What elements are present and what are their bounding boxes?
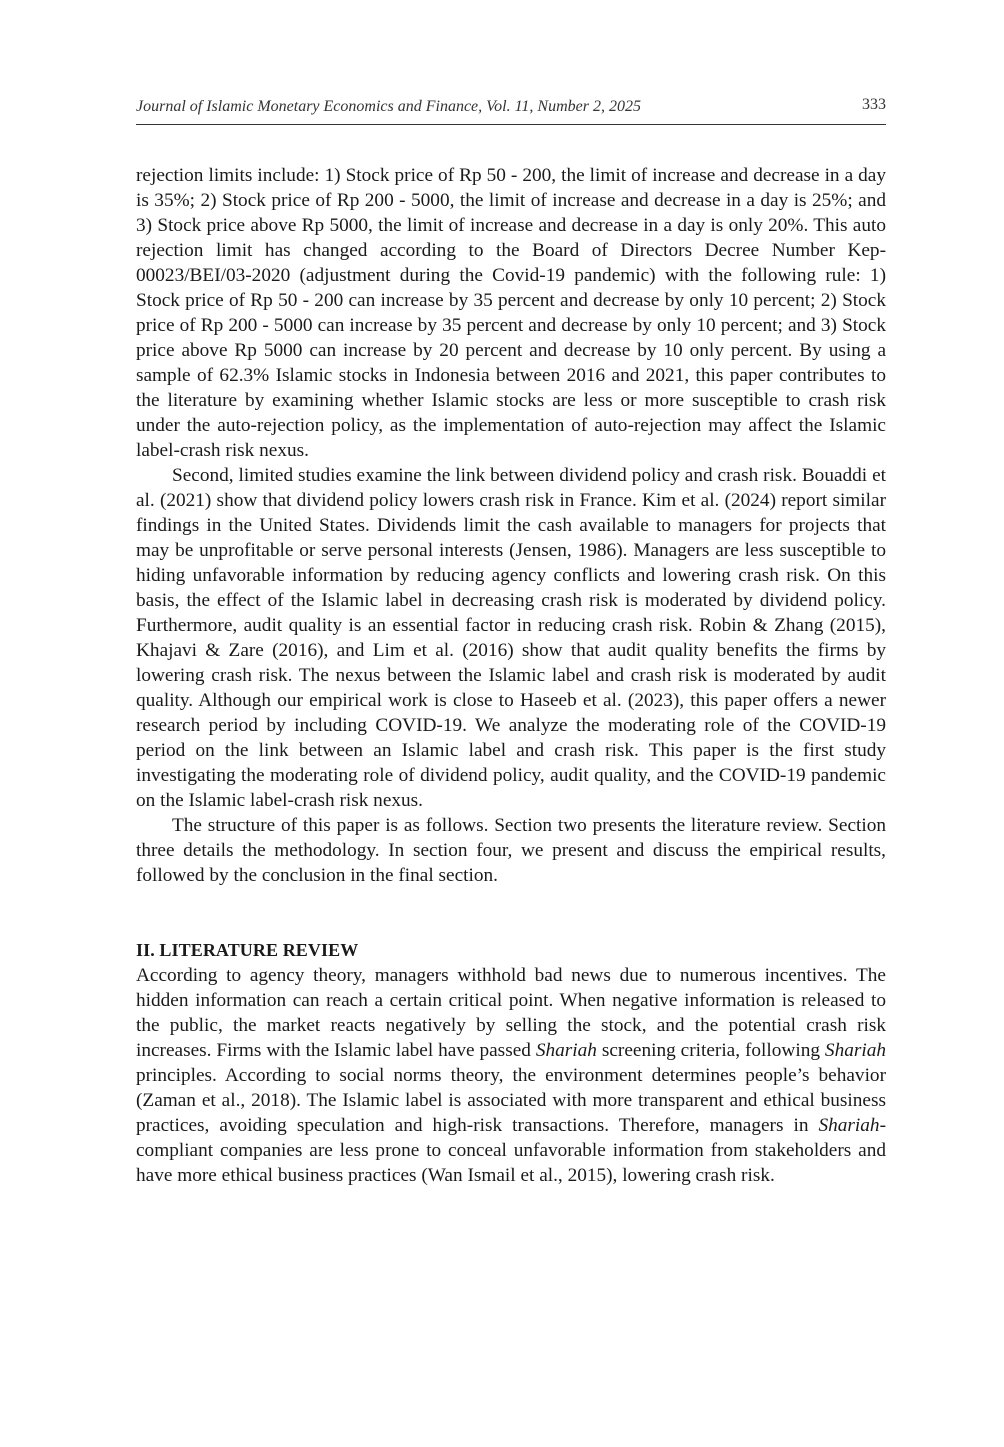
page-number: 333	[862, 96, 886, 113]
text-run: According to agency theory, managers withhold bad news due to numerous incentives. The hidden information can reach a certain critical point. When negative information is released to the public, the market reacts negatively by selling the stock, and the potential crash risk increases. Firms with the Islamic label have passed	[136, 965, 886, 1061]
running-header	[136, 98, 886, 125]
italic-term: Shariah	[535, 1040, 597, 1061]
journal-title: Journal of Islamic Monetary Economics and Finance, Vol. 11, Number 2, 2025	[136, 98, 641, 115]
text-run: -compliant companies are less prone to conceal unfavorable information from stakeholders and have more ethical business practices (Wan Ismail et al., 2015), lowering crash risk.	[136, 1115, 886, 1186]
paragraph-structure: The structure of this paper is as follows. Section two presents the literature review. Section three details the methodology. In section four, we present and discuss the empirical results, followed by the conclusion in the final section.	[136, 815, 886, 886]
text-run: principles. According to social norms theory, the environment determines people’s behavior (Zaman et al., 2018). The Islamic label is associated with more transparent and ethical business practices, avoiding speculation and high-risk transactions. Therefore, managers in	[136, 1065, 886, 1136]
italic-term: Shariah	[818, 1115, 880, 1136]
italic-term: Shariah	[824, 1040, 886, 1061]
section-heading-literature-review: II. LITERATURE REVIEW	[136, 940, 359, 960]
article-body	[136, 163, 886, 1188]
text-run: screening criteria, following	[596, 1040, 825, 1061]
paragraph-dividend-audit: Second, limited studies examine the link between dividend policy and crash risk. Bouaddi et al. (2021) show that dividend policy lowers crash risk in France. Kim et al. (2024) report similar findings in the United States. Dividends limit the cash available to managers for projects that may be unprofitable or serve personal interests (Jensen, 1986). Managers are less susceptible to hiding unfavorable information by reducing agency conflicts and lowering crash risk. On this basis, the effect of the Islamic label in decreasing crash risk is moderated by dividend policy. Furthermore, audit quality is an essential factor in reducing crash risk. Robin & Zhang (2015), Khajavi & Zare (2016), and Lim et al. (2016) show that audit quality benefits the firms by lowering crash risk. The nexus between the Islamic label and crash risk is moderated by audit quality. Although our empirical work is close to Haseeb et al. (2023), this paper offers a newer research period by including COVID-19. We analyze the moderating role of the COVID-19 period on the link between an Islamic label and crash risk. This paper is the first study investigating the moderating role of dividend policy, audit quality, and the COVID-19 pandemic on the Islamic label-crash risk nexus.	[136, 465, 886, 811]
paragraph-auto-rejection: rejection limits include: 1) Stock price of Rp 50 - 200, the limit of increase and decrease in a day is 35%; 2) Stock price of Rp 200 - 5000, the limit of increase and decrease in a day is 25%; and 3) Stock price above Rp 5000, the limit of increase and decrease in a day is only 20%. This auto rejection limit has changed according to the Board of Directors Decree Number Kep-00023/BEI/03-2020 (adjustment during the Covid-19 pandemic) with the following rule: 1) Stock price of Rp 50 - 200 can increase by 35 percent and decrease by only 10 percent; 2) Stock price of Rp 200 - 5000 can increase by 35 percent and decrease by only 10 percent; and 3) Stock price above Rp 5000 can increase by 20 percent and decrease by 10 only percent. By using a sample of 62.3% Islamic stocks in Indonesia between 2016 and 2021, this paper contributes to the literature by examining whether Islamic stocks are less or more susceptible to crash risk under the auto-rejection policy, as the implementation of auto-rejection may affect the Islamic label-crash risk nexus.	[136, 165, 886, 461]
paragraph-agency-theory	[136, 963, 886, 1188]
